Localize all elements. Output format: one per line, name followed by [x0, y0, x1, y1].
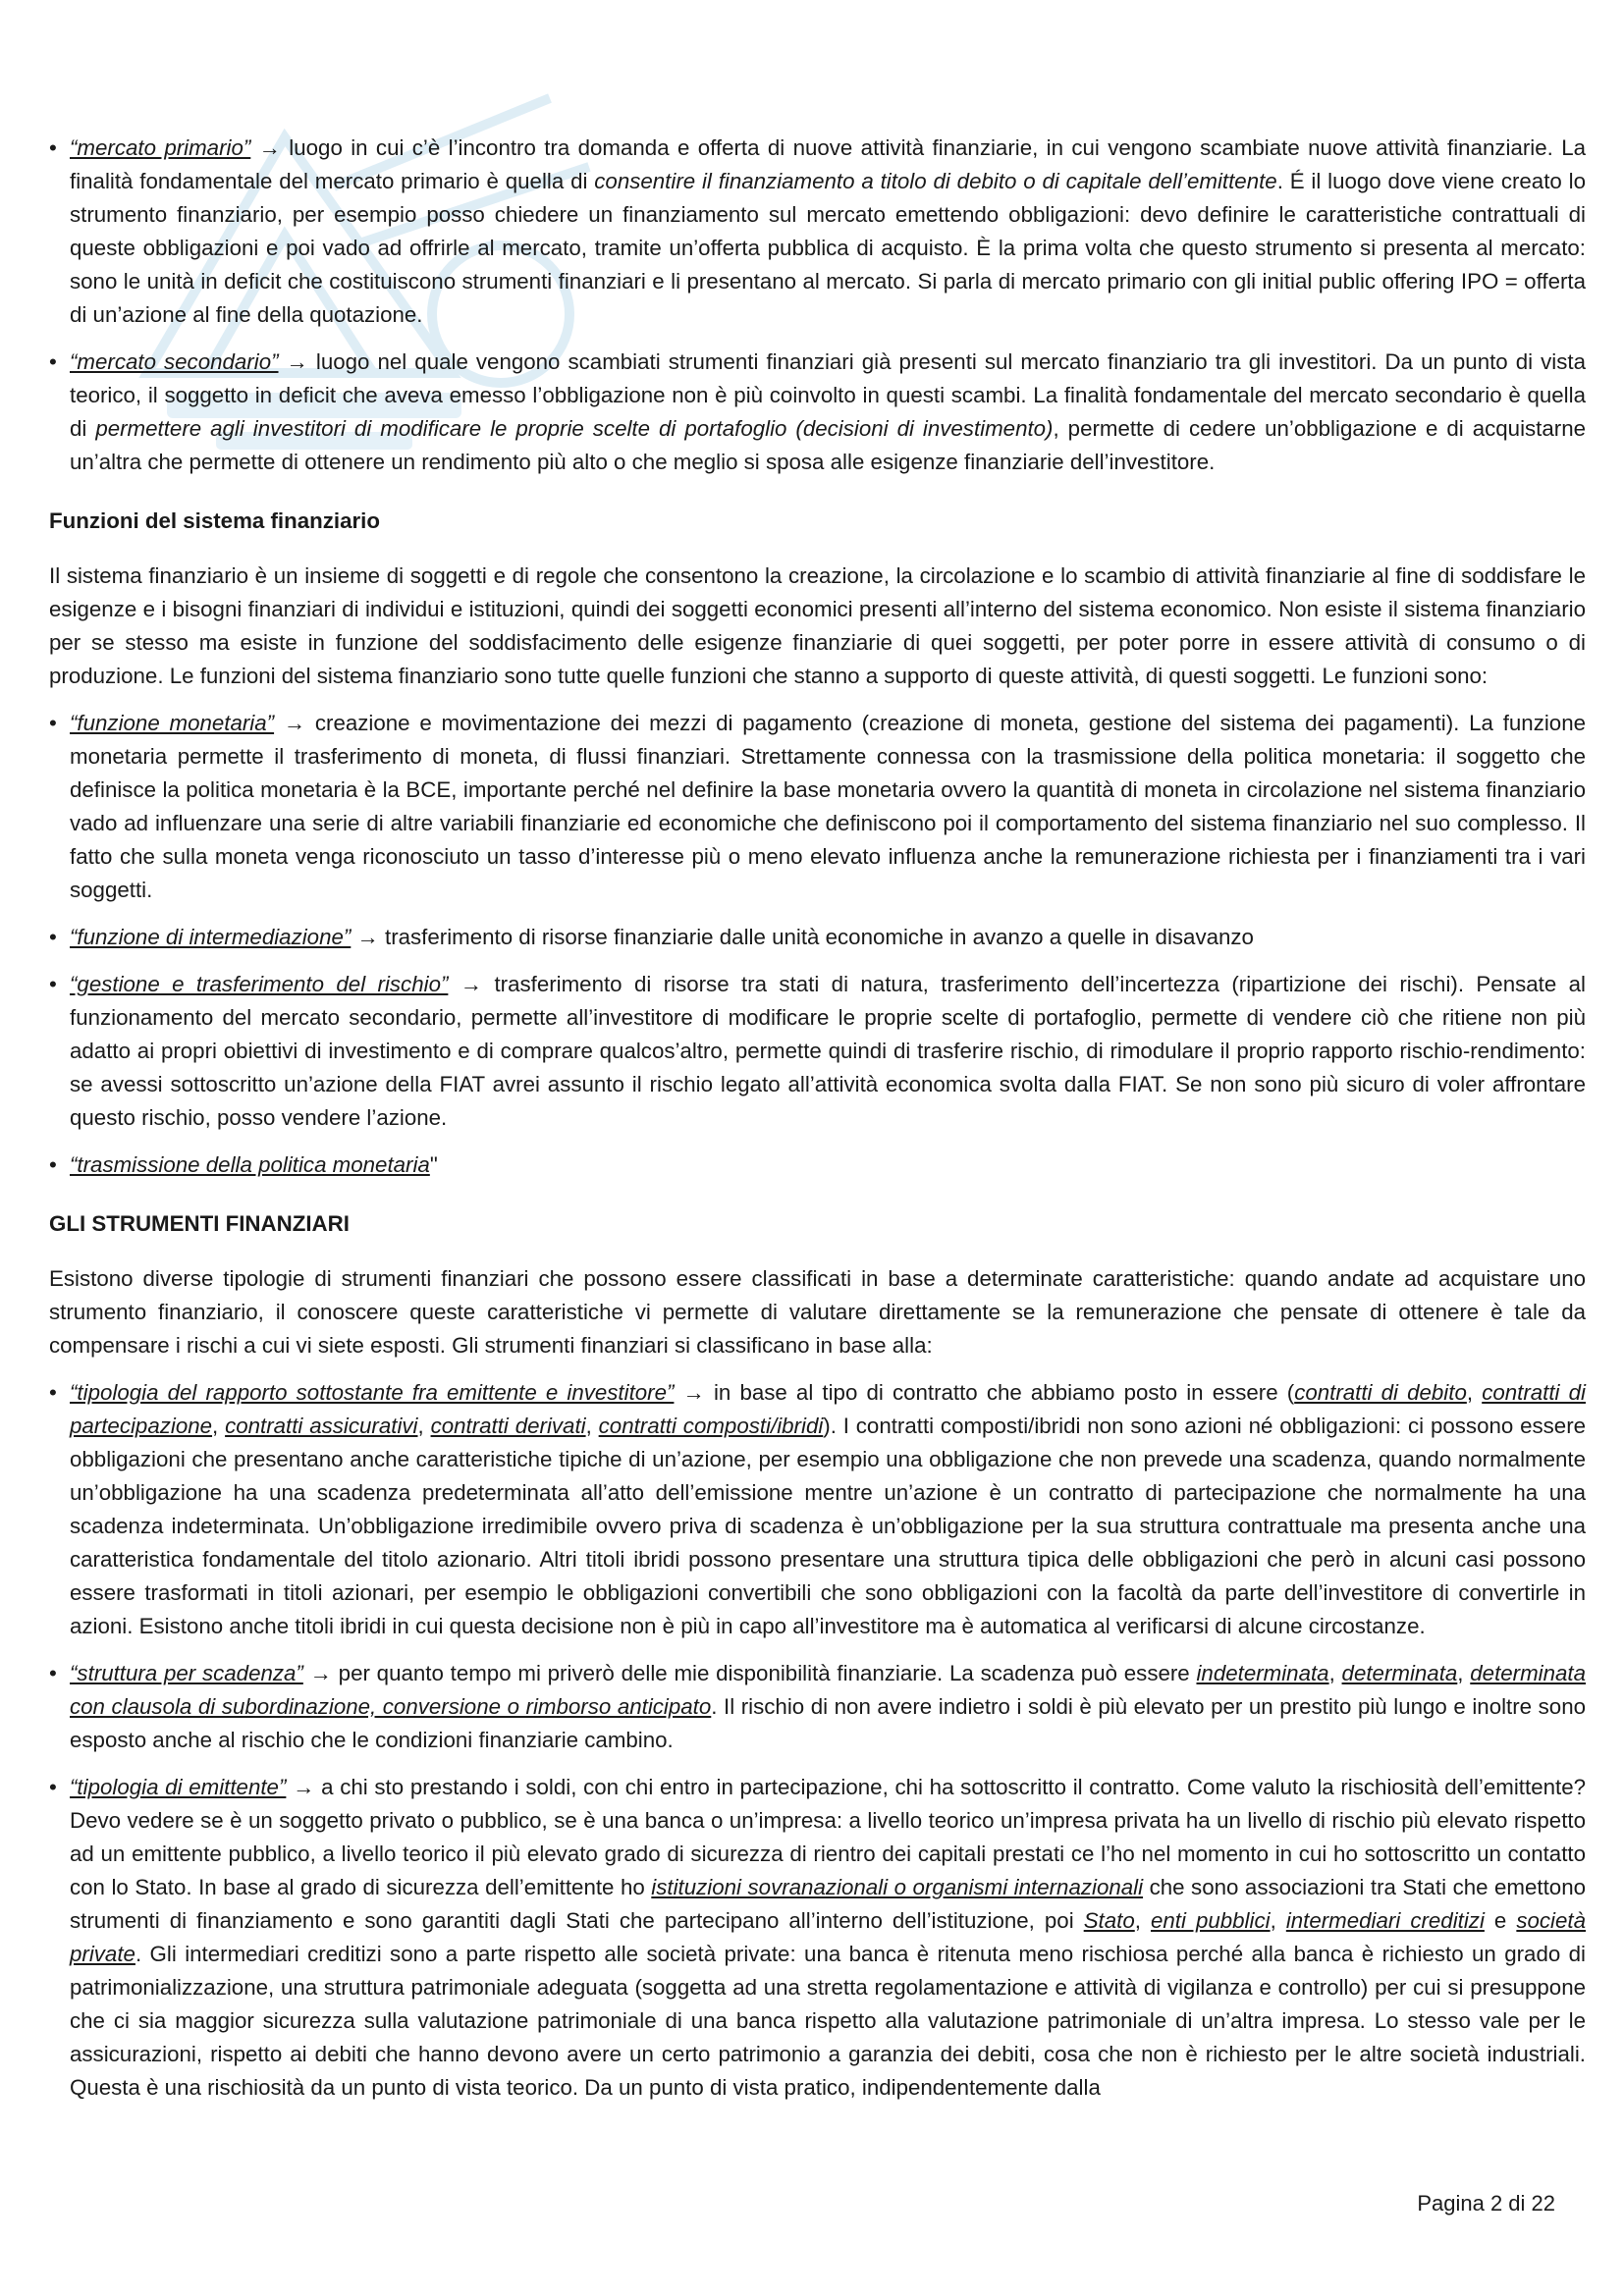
defined-term: “mercato primario”: [70, 135, 251, 160]
body-text: ,: [212, 1414, 226, 1438]
body-text: che sono associazioni tra Stati che emettono strumenti di finanziamento e sono garantiti dagli Stati che partecipano all’interno dell’istituzione, poi: [70, 1875, 1587, 1933]
body-text: ,: [1466, 1380, 1483, 1405]
paragraph: [49, 560, 1586, 693]
body-text: ,: [1134, 1908, 1151, 1933]
defined-term: contratti derivati: [430, 1414, 586, 1438]
body-text: ,: [585, 1414, 599, 1438]
body-text: → luogo nel quale vengono scambiati strumenti finanziari già presenti sul mercato finanziario tra gli investitori. Da un punto di vista teorico, il soggetto in deficit che aveva emesso l’obbligazione non è più coinvolto in questi scambi. La finalità fondamentale del mercato secondario è quella di: [70, 349, 1586, 441]
body-text: . Il rischio di non avere indietro i soldi è più elevato per un prestito più lungo e inoltre sono esposto anche al rischio che le condizioni finanziarie cambino.: [70, 1694, 1586, 1752]
defined-term: “tipologia di emittente”: [70, 1775, 287, 1799]
body-text: → per quanto tempo mi priverò delle mie disponibilità finanziarie. La scadenza può essere: [302, 1661, 1197, 1685]
body-text: → in base al tipo di contratto che abbiamo posto in essere (: [674, 1380, 1295, 1405]
body-text: ": [429, 1152, 438, 1177]
defined-term: intermediari creditizi: [1285, 1908, 1485, 1933]
bullet-item: [49, 921, 1586, 954]
defined-term: “mercato secondario”: [70, 349, 279, 374]
body-text: → a chi sto prestando i soldi, con chi entro in partecipazione, chi ha sottoscritto il contratto. Come valuto la rischiosità dell’emittente? Devo vedere se è un soggetto privato o pubblico, se è una banca o un’impresa: a livello teorico un’impresa privata ha un livello di rischio più elevato rispetto ad un emittente pubblico, a livello teorico il più elevato grado di sicurezza di rientro dei capitali prestati ce l’ho nel momento in cui ho sottoscritto un contatto con lo Stato. In base al grado di sicurezza dell’emittente ho: [70, 1775, 1586, 1899]
defined-term: contratti di debito: [1294, 1380, 1467, 1405]
defined-term: contratti assicurativi: [225, 1414, 418, 1438]
body-text: ,: [417, 1414, 431, 1438]
defined-term: indeterminata: [1196, 1661, 1329, 1685]
emphasis-text: permettere agli investitori di modificare le proprie scelte di portafoglio (decisioni di investimento): [95, 416, 1054, 441]
defined-term: “gestione e trasferimento del rischio”: [70, 972, 449, 996]
bullet-item: [49, 707, 1586, 907]
bullet-icon: •: [49, 1661, 57, 1685]
defined-term: Stato: [1083, 1908, 1135, 1933]
body-text: ). I contratti composti/ibridi non sono azioni né obbligazioni: ci possono essere obbligazioni che presentano anche caratteristiche tipiche di un’azione, per esempio una obbligazione che non prevede una scadenza, quando normalmente un’obbligazione ha una scadenza predeterminata all’atto dell’emissione mentre un’azione è un contratto di partecipazione che normalmente ha una scadenza indeterminata. Un’obbligazione irredimibile ovvero priva di scadenza è un’obbligazione per la sua struttura contrattuale ma presenta anche una caratteristica fondamentale del titolo azionario. Altri titoli ibridi possono presentare una struttura tipica delle obbligazioni che però in alcuni casi possono essere trasformati in titoli azionari, per esempio le obbligazioni convertibili che sono obbligazioni con la facoltà da parte dell’investitore di convertirle in azioni. Esistono anche titoli ibridi in cui questa decisione non è più in capo all’investitore ma è automatica al verificarsi di alcune circostanze.: [70, 1414, 1587, 1638]
defined-term: “tipologia del rapporto sottostante fra emittente e investitore”: [70, 1380, 675, 1405]
body-text: Esistono diverse tipologie di strumenti finanziari che possono essere classificati in base a determinate caratteristiche: quando andate ad acquistare uno strumento finanziario, il conoscere queste caratteristiche vi permette di valutare direttamente se la remunerazione che pensate di ottenere è tale da compensare i rischi a cui vi siete esposti. Gli strumenti finanziari si classificano in base alla:: [49, 1266, 1586, 1358]
defined-term: “trasmissione della politica monetaria: [70, 1152, 430, 1177]
bullet-item: [49, 968, 1586, 1135]
paragraph: [49, 1262, 1586, 1362]
section-heading: GLI STRUMENTI FINANZIARI: [49, 1211, 350, 1236]
defined-term: “funzione monetaria”: [70, 711, 275, 735]
section-heading: Funzioni del sistema finanziario: [49, 508, 380, 533]
document-body: [49, 132, 1586, 2118]
defined-term: “funzione di intermediazione”: [70, 925, 352, 949]
defined-term: società private: [70, 1908, 1587, 1966]
emphasis-text: consentire il finanziamento a titolo di debito o di capitale dell’emittente: [594, 169, 1277, 193]
defined-term: istituzioni sovranazionali o organismi internazionali: [651, 1875, 1144, 1899]
body-text: → creazione e movimentazione dei mezzi di pagamento (creazione di moneta, gestione del sistema dei pagamenti). La funzione monetaria permette il trasferimento di moneta, di flussi finanziari. Strettamente connessa con la trasmissione della politica monetaria: il soggetto che definisce la politica monetaria è la BCE, importante perché nel definire la base monetaria ovvero la quantità di moneta in circolazione nel sistema finanziario vado ad influenzare una serie di altre variabili finanziarie ed economiche che definiscono poi il comportamento del sistema finanziario nel suo complesso. Il fatto che sulla moneta venga riconosciuto un tasso d’interesse più o meno elevato influenza anche la remunerazione richiesta per i finanziamenti tra i vari soggetti.: [70, 711, 1586, 902]
bullet-icon: •: [49, 972, 57, 996]
bullet-icon: •: [49, 925, 57, 949]
body-text: → luogo in cui c’è l’incontro tra domanda e offerta di nuove attività finanziarie, in cui vengono scambiate nuove attività finanziarie. La finalità fondamentale del mercato primario è quella di: [70, 135, 1587, 193]
body-text: ,: [1328, 1661, 1342, 1685]
bullet-item: [49, 132, 1586, 332]
body-text: e: [1484, 1908, 1517, 1933]
defined-term: contratti composti/ibridi: [598, 1414, 824, 1438]
defined-term: “struttura per scadenza”: [70, 1661, 303, 1685]
bullet-item: [49, 1771, 1586, 2105]
body-text: Il sistema finanziario è un insieme di soggetti e di regole che consentono la creazione, la circolazione e lo scambio di attività finanziarie al fine di soddisfare le esigenze e i bisogni finanziari di individui e istituzioni, quindi dei soggetti economici presenti all’interno del sistema economico. Non esiste il sistema finanziario per se stesso ma esiste in funzione del soddisfacimento delle esigenze finanziarie di quei soggetti, per poter porre in essere attività di consumo o di produzione. Le funzioni del sistema finanziario sono tutte quelle funzioni che stanno a supporto di queste attività, di questi soggetti. Le funzioni sono:: [49, 563, 1586, 688]
bullet-icon: •: [49, 1775, 57, 1799]
page-number: Pagina 2 di 22: [1417, 2191, 1555, 2216]
body-text: . É il luogo dove viene creato lo strumento finanziario, per esempio posso chiedere un finanziamento sul mercato emettendo obbligazioni: devo definire le caratteristiche contrattuali di queste obbligazioni e poi vado ad offrirle al mercato, tramite un’offerta pubblica di acquisto. È la prima volta che questo strumento si presenta al mercato: sono le unità in deficit che costituiscono strumenti finanziari e li presentano al mercato. Si parla di mercato primario con gli initial public offering IPO = offerta di un’azione al fine della quotazione.: [70, 169, 1586, 327]
body-text: , permette di cedere un’obbligazione e di acquistarne un’altra che permette di ottenere un rendimento più alto o che meglio si sposa alle esigenze finanziarie dell’investitore.: [70, 416, 1586, 474]
body-text: → trasferimento di risorse finanziarie dalle unità economiche in avanzo a quelle in disavanzo: [351, 925, 1254, 949]
bullet-icon: •: [49, 711, 57, 735]
bullet-icon: •: [49, 1380, 57, 1405]
body-text: ,: [1270, 1908, 1286, 1933]
body-text: → trasferimento di risorse tra stati di natura, trasferimento dell’incertezza (ripartizione dei rischi). Pensate al funzionamento del mercato secondario, permette all’investitore di modificare le proprie scelte di portafoglio, permette di vendere ciò che ritiene non più adatto ai propri obiettivi di investimento e di comprare qualcos’altro, permette quindi di trasferire rischio, di rimodulare il proprio rapporto rischio-rendimento: se avessi sottoscritto un’azione della FIAT avrei assunto il rischio legato all’attività economica svolta dalla FIAT. Se non sono più sicuro di voler affrontare questo rischio, posso vendere l’azione.: [70, 972, 1586, 1130]
defined-term: contratti di partecipazione: [70, 1380, 1586, 1438]
body-text: . Gli intermediari creditizi sono a parte rispetto alle società private: una banca è ritenuta meno rischiosa perché alla banca è richiesto un grado di patrimonializzazione, una struttura patrimoniale adeguata (soggetta ad una stretta regolamentazione e attività di vigilanza e controllo) per cui si presuppone che ci sia maggior sicurezza sulla valutazione patrimoniale di una banca rispetto alla valutazione patrimoniale di un’altra impresa. Lo stesso vale per le assicurazioni, rispetto ai debiti che hanno devono avere un certo patrimonio a garanzia dei debiti, cosa che non è richiesto per le altre società industriali. Questa è una rischiosità da un punto di vista teorico. Da un punto di vista pratico, indipendentemente dalla: [70, 1942, 1586, 2100]
defined-term: determinata con clausola di subordinazione, conversione o rimborso anticipato: [70, 1661, 1587, 1719]
body-text: ,: [1457, 1661, 1471, 1685]
bullet-item: [49, 1376, 1586, 1643]
bullet-icon: •: [49, 135, 57, 160]
defined-term: determinata: [1341, 1661, 1458, 1685]
bullet-icon: •: [49, 349, 57, 374]
defined-term: enti pubblici: [1150, 1908, 1271, 1933]
bullet-item: [49, 1657, 1586, 1757]
bullet-item: [49, 346, 1586, 479]
bullet-item: [49, 1148, 1586, 1182]
bullet-icon: •: [49, 1152, 57, 1177]
